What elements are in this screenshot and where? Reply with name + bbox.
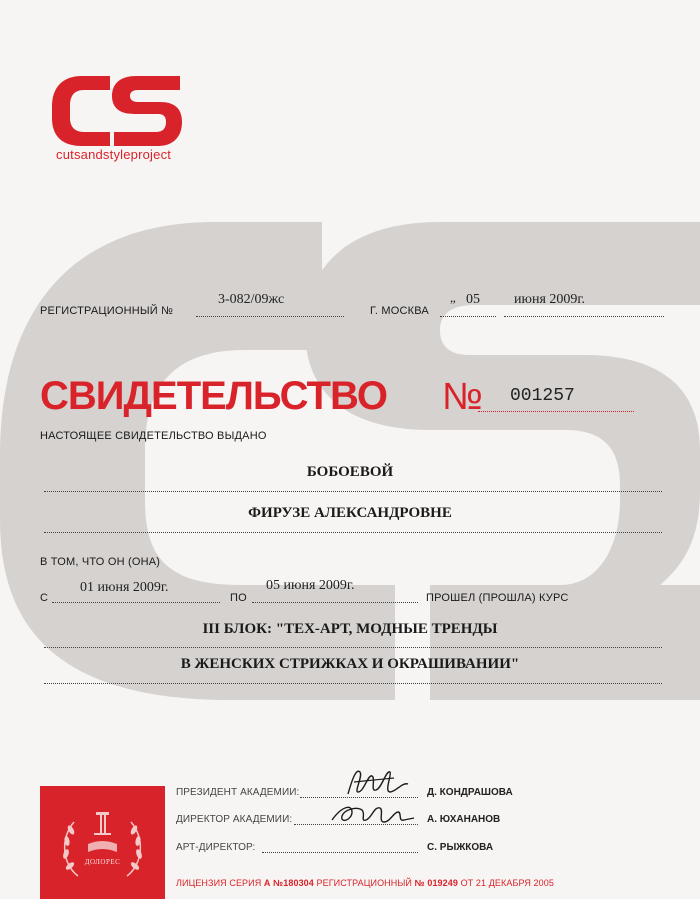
certificate-title: СВИДЕТЕЛЬСТВО: [40, 374, 387, 418]
art-director-name: С. РЫЖКОВА: [427, 842, 494, 853]
from-label: С: [40, 592, 49, 604]
registration-number: 3-082/09жс: [218, 292, 285, 307]
surname-line: [44, 491, 662, 492]
art-director-line: [262, 852, 418, 853]
that-label: В ТОМ, ЧТО ОН (ОНА): [40, 556, 161, 568]
day-open-quote: „: [450, 290, 456, 305]
president-role: ПРЕЗИДЕНТ АКАДЕМИИ:: [176, 787, 300, 798]
city-label: Г. МОСКВА: [370, 305, 429, 317]
course-line1-underline: [44, 647, 662, 648]
given-names-line: [44, 532, 662, 533]
recipient-given-names: ФИРУЗЕ АЛЕКСАНДРОВНЕ: [248, 505, 452, 521]
laurel-emblem-icon: [40, 786, 165, 899]
to-date: 05 июня 2009г.: [266, 578, 355, 593]
course-line2-underline: [44, 683, 662, 684]
course-title-line2: В ЖЕНСКИХ СТРИЖКАХ И ОКРАШИВАНИИ": [180, 656, 520, 672]
registration-label: РЕГИСТРАЦИОННЫЙ №: [40, 305, 174, 317]
logo-caption: cutsandstyleproject: [56, 147, 172, 162]
director-name: А. ЮХАНАНОВ: [427, 814, 501, 825]
director-role: ДИРЕКТОР АКАДЕМИИ:: [176, 814, 293, 825]
badge-text: ДОЛОРЕС: [84, 858, 121, 866]
art-director-role: АРТ-ДИРЕКТОР:: [176, 842, 256, 853]
director-signature-icon: [322, 796, 422, 832]
registration-month-year: июня 2009г.: [514, 292, 586, 307]
course-label: ПРОШЕЛ (ПРОШЛА) КУРС: [426, 592, 569, 604]
to-line: [252, 602, 418, 603]
academy-badge: [40, 786, 165, 899]
number-line: [478, 411, 634, 412]
from-line: [52, 602, 220, 603]
day-line: [440, 316, 496, 317]
to-label: ПО: [230, 592, 247, 604]
number-sign: №: [442, 376, 483, 418]
president-name: Д. КОНДРАШОВА: [427, 787, 513, 798]
course-title-line1: III БЛОК: "ТЕХ-АРТ, МОДНЫЕ ТРЕНДЫ: [202, 621, 498, 637]
registration-line: [196, 316, 344, 317]
certificate-number: 001257: [510, 386, 575, 406]
registration-day: 05: [466, 292, 480, 307]
from-date: 01 июня 2009г.: [80, 580, 169, 595]
issued-label: НАСТОЯЩЕЕ СВИДЕТЕЛЬСТВО ВЫДАНО: [40, 430, 267, 442]
month-line: [504, 316, 664, 317]
recipient-surname: БОБОЕВОЙ: [306, 464, 394, 480]
license-footer: ЛИЦЕНЗИЯ СЕРИЯ А №180304 РЕГИСТРАЦИОННЫЙ № 019249 ОТ 21 ДЕКАБРЯ 2005: [176, 878, 554, 888]
